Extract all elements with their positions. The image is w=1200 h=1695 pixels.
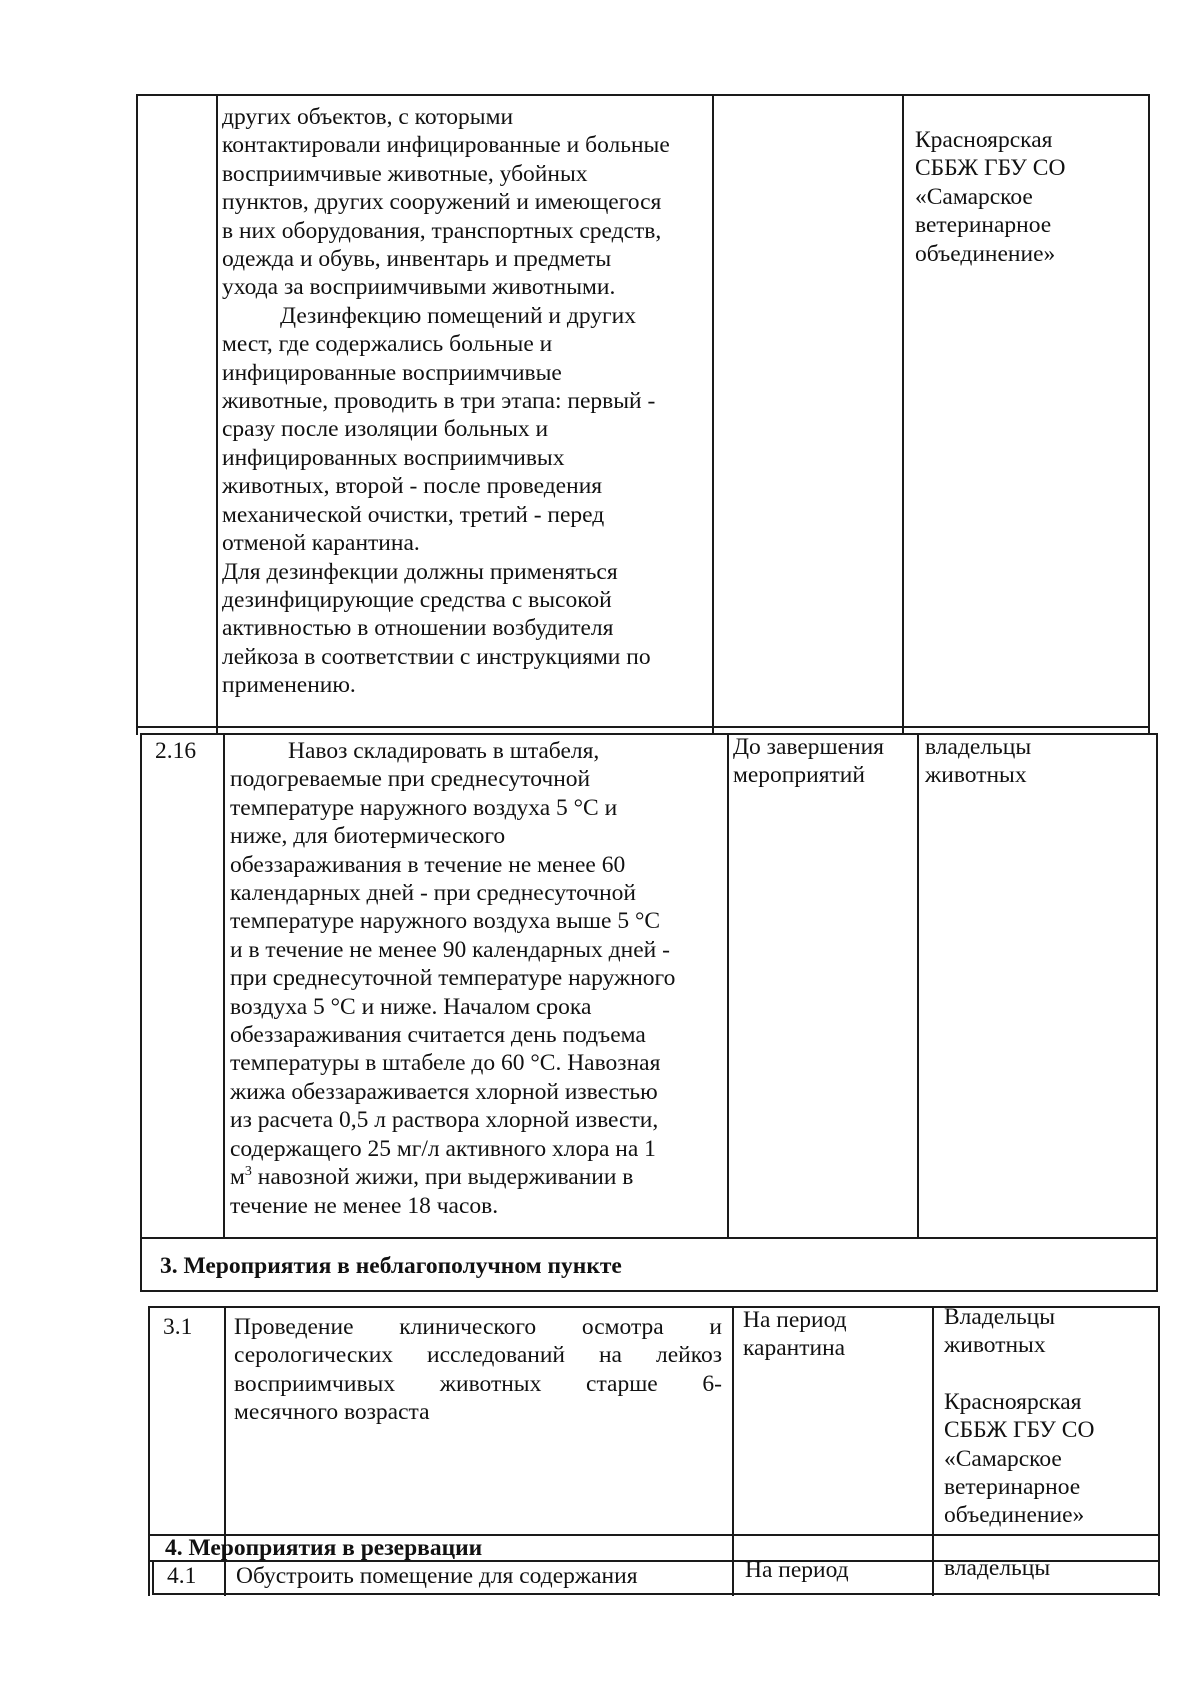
text-line: сразу после изоляции больных и	[222, 416, 549, 443]
text-line: одежда и обувь, инвентарь и предметы	[222, 246, 612, 273]
unit: м	[230, 1164, 245, 1191]
text-line: активностью в отношении возбудителя	[222, 615, 614, 642]
text-line: восприимчивые животные, убойных	[222, 160, 588, 187]
r31-responsible-cell	[944, 1303, 1154, 1530]
text-line: инфицированные восприимчивые	[222, 359, 562, 386]
grid-line	[140, 1237, 1158, 1239]
grid-line	[1158, 1306, 1160, 1596]
text-line: ухода за восприимчивыми животными.	[222, 274, 616, 301]
row-number: 3.1	[163, 1314, 193, 1340]
text-line: животные, проводить в три этапа: первый -	[222, 388, 656, 415]
text-line: температуры в штабеле до 60 °С. Навозная	[230, 1050, 661, 1077]
text-line: инфицированных восприимчивых	[222, 444, 565, 471]
text-line: и в течение не менее 90 календарных дней -	[230, 936, 670, 963]
spacer	[944, 1360, 1154, 1388]
text-line: Красноярская	[944, 1388, 1082, 1415]
grid-line	[932, 1306, 934, 1596]
r41-text-cell: Обустроить помещение для содержания	[236, 1563, 638, 1589]
text-line: при среднесуточной температуре наружного	[230, 965, 676, 992]
section-3-title: 3. Мероприятия в неблагополучном пункте	[160, 1253, 622, 1279]
r31-text-cell	[234, 1313, 722, 1427]
text-line: СББЖ ГБУ СО	[944, 1417, 1095, 1444]
grid-line	[140, 733, 142, 1238]
text-line: применению.	[222, 672, 356, 699]
r216-responsible-cell	[925, 733, 1151, 790]
grid-line-top	[136, 94, 1150, 96]
cont-responsible-cell	[915, 126, 1143, 268]
text-line: ниже, для биотермического	[230, 823, 506, 850]
grid-line	[732, 1306, 734, 1596]
cont-text-cell	[222, 103, 706, 700]
text-line: контактировали инфицированные и больные	[222, 132, 670, 159]
text-line: календарных дней - при среднесуточной	[230, 880, 636, 907]
grid-line	[223, 733, 225, 1238]
text-line: карантина	[743, 1335, 846, 1362]
text-line: ветеринарное	[944, 1474, 1081, 1501]
grid-line	[152, 1593, 1160, 1595]
text-line: отменой карантина.	[222, 530, 420, 557]
text-line: воздуха 5 °С и ниже. Началом срока	[230, 993, 592, 1020]
text-line: обеззараживания считается день подъема	[230, 1022, 646, 1049]
grid-line	[1156, 733, 1158, 1238]
row-number: 4.1	[167, 1563, 197, 1589]
text-line: СББЖ ГБУ СО	[915, 155, 1066, 182]
text-line: температуре наружного воздуха выше 5 °С	[230, 908, 661, 935]
text-line: пунктов, других сооружений и имеющегося	[222, 189, 662, 216]
text-line: механической очистки, третий - перед	[222, 501, 605, 528]
grid-line	[727, 733, 729, 1238]
text-line: обеззараживания в течение не менее 60	[230, 851, 626, 878]
section-4-title: 4. Мероприятия в резервации	[165, 1535, 483, 1561]
paragraph	[222, 558, 706, 700]
grid-line	[712, 94, 714, 735]
text-line: мест, где содержались больные и	[222, 331, 553, 358]
text-line: других объектов, с которыми	[222, 104, 514, 130]
text-line: ветеринарное	[915, 212, 1052, 239]
text-line: До завершения	[733, 734, 884, 760]
r41-term-cell: На период	[745, 1557, 849, 1583]
text-line: Красноярская	[915, 127, 1053, 153]
text-line: серологических исследований на лейкоз	[234, 1342, 722, 1369]
row-number: 2.16	[155, 738, 197, 764]
grid-line	[140, 1290, 1158, 1292]
paragraph	[222, 302, 706, 558]
grid-line	[148, 1306, 150, 1596]
r216-term-cell	[733, 733, 913, 790]
text-line: Владельцы	[944, 1304, 1056, 1330]
text-line: объединение»	[915, 240, 1056, 267]
text-line: На период	[743, 1307, 847, 1333]
r31-term-cell	[743, 1306, 928, 1363]
text-line: температуре наружного воздуха 5 °С и	[230, 794, 618, 821]
text-line: течение не менее 18 часов.	[230, 1192, 499, 1219]
text-line: Дезинфекцию помещений и других	[280, 302, 636, 329]
text-line: владельцы	[925, 734, 1032, 760]
text-line: Навоз складировать в штабеля,	[288, 738, 600, 764]
grid-line	[1148, 94, 1150, 735]
grid-line	[152, 1560, 154, 1594]
text-line: Для дезинфекции должны применяться	[222, 558, 618, 585]
unit-exponent: 3	[244, 1164, 252, 1180]
text-line: в них оборудования, транспортных средств,	[222, 217, 662, 244]
text-line: лейкоза в соответствии с инструкциями по	[222, 643, 651, 670]
text-line: животных	[944, 1332, 1046, 1359]
text-line: «Самарское	[915, 183, 1033, 210]
text-line: животных, второй - после проведения	[222, 473, 603, 500]
text-line: подогреваемые при среднесуточной	[230, 766, 591, 793]
grid-line	[136, 94, 138, 735]
r216-text-cell	[230, 737, 722, 1220]
grid-line	[136, 726, 1150, 728]
text-line: животных	[925, 762, 1027, 789]
grid-line	[140, 1237, 142, 1291]
r41-responsible-cell: владельцы	[944, 1555, 1051, 1581]
text-line: жижа обеззараживается хлорной известью	[230, 1078, 658, 1105]
grid-line	[1156, 1237, 1158, 1291]
grid-line	[216, 94, 218, 735]
text-line: содержащего 25 мг/л активного хлора на 1	[230, 1135, 656, 1162]
text-line: месячного возраста	[234, 1399, 430, 1426]
text-fragment: навозной жижи, при выдерживании в	[251, 1164, 634, 1191]
paragraph	[222, 103, 706, 302]
text-line: из расчета 0,5 л раствора хлорной извести,	[230, 1107, 659, 1134]
text-line: объединение»	[944, 1502, 1085, 1529]
text-line: восприимчивых животных старше 6-	[234, 1370, 722, 1397]
text-line: Проведение клинического осмотра и	[234, 1314, 722, 1340]
grid-line	[902, 94, 904, 735]
text-line: «Самарское	[944, 1445, 1062, 1472]
text-line	[230, 1163, 722, 1191]
text-line: мероприятий	[733, 762, 865, 789]
text-line: дезинфицирующие средства с высокой	[222, 586, 612, 613]
grid-line	[917, 733, 919, 1238]
